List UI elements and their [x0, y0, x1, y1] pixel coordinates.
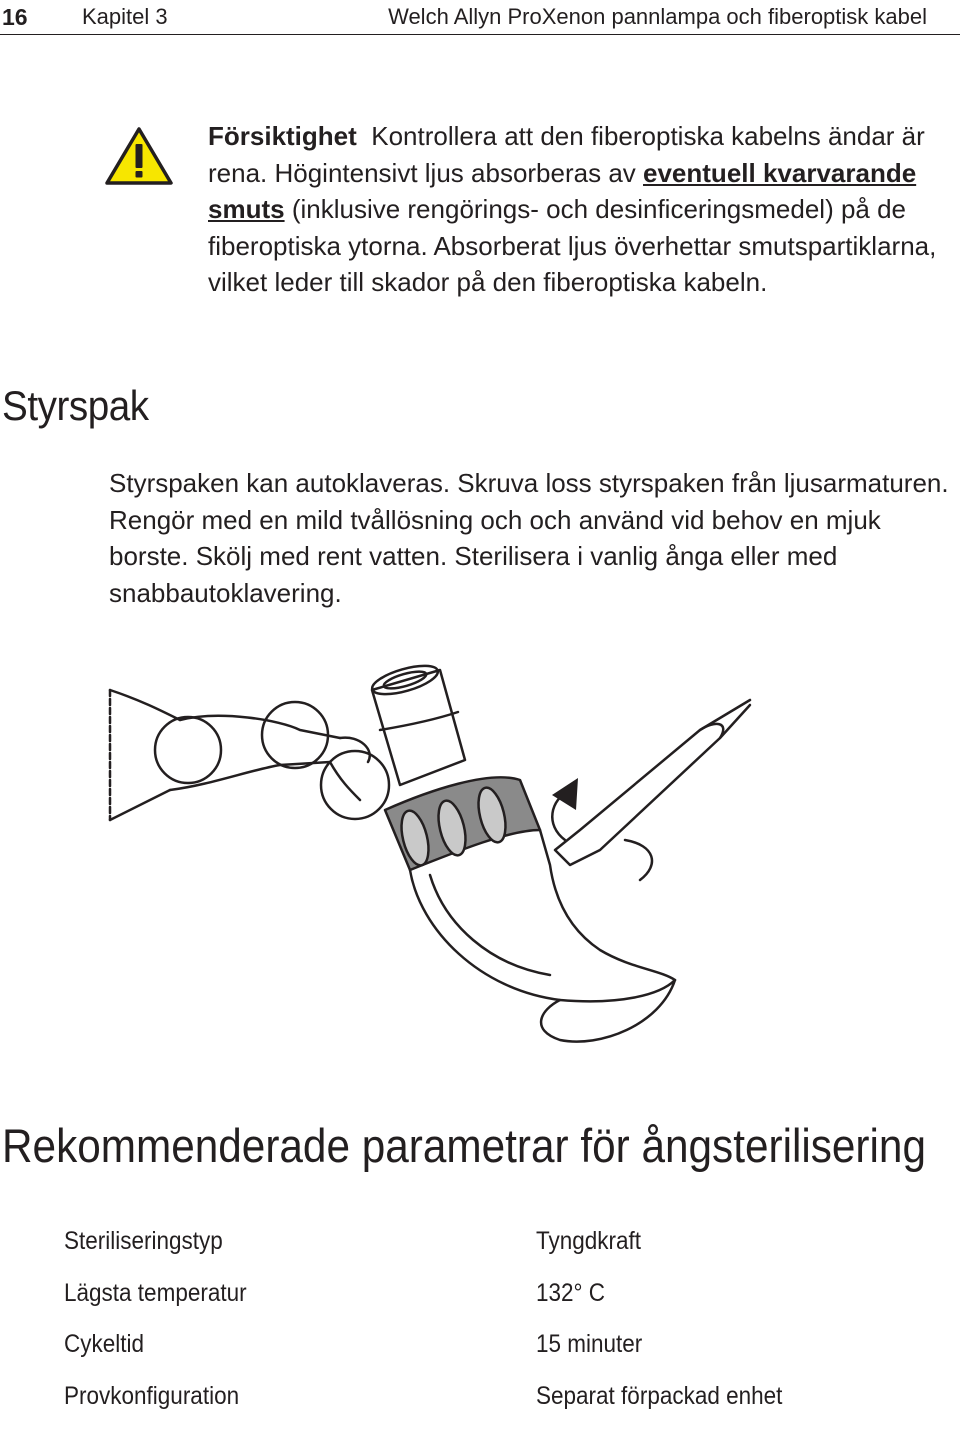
page-header: [0, 0, 960, 36]
section-body-text: Styrspaken kan autoklaveras. Skruva loss styrspaken från ljusarmaturen. Rengör med en mild tvållösning och och använd vid behov en mjuk borste. Skölj med rent vatten. Sterilisera i vanlig ånga eller med snabbautoklavering.: [109, 465, 959, 611]
table-row: [64, 1382, 944, 1433]
caution-label: Försiktighet: [208, 121, 357, 151]
page-number: 16: [2, 4, 28, 31]
headlamp-handle-removal-illustration: [100, 650, 760, 1050]
param-value: Tyngdkraft: [536, 1227, 641, 1256]
param-label: Lägsta temperatur: [64, 1279, 247, 1308]
table-row: [64, 1227, 944, 1279]
param-value: 132° C: [536, 1279, 605, 1308]
table-row: [64, 1330, 944, 1382]
section-heading-styrspak: Styrspak: [2, 382, 149, 430]
param-label: Provkonfiguration: [64, 1382, 239, 1411]
caution-notice: [208, 118, 960, 301]
table-row: [64, 1279, 944, 1331]
param-value: Separat förpackad enhet: [536, 1382, 782, 1411]
header-divider: [0, 34, 960, 35]
param-label: Cykeltid: [64, 1330, 144, 1359]
warning-triangle-icon: [105, 126, 173, 186]
param-label: Steriliseringstyp: [64, 1227, 223, 1256]
param-value: 15 minuter: [536, 1330, 642, 1359]
sterilization-parameters-table: [64, 1227, 944, 1433]
caution-emphasis: eventuell kvarvarande smuts: [208, 158, 916, 225]
chapter-label: Kapitel 3: [82, 4, 168, 30]
parameters-heading: Rekommenderade parametrar för ångsterilisering: [2, 1118, 926, 1173]
caution-text-part2: (inklusive rengörings- och desinficeringsmedel) på de fiberoptiska ytorna. Absorberat ljus överhettar smutspartiklarna, vilket leder till skador på den fiberoptiska kabeln.: [208, 194, 936, 297]
document-title: Welch Allyn ProXenon pannlampa och fiberoptisk kabel: [388, 4, 927, 30]
caution-text-part1: Kontrollera att den fiberoptiska kabelns ändar är rena. Högintensivt ljus absorberas av: [208, 121, 925, 188]
